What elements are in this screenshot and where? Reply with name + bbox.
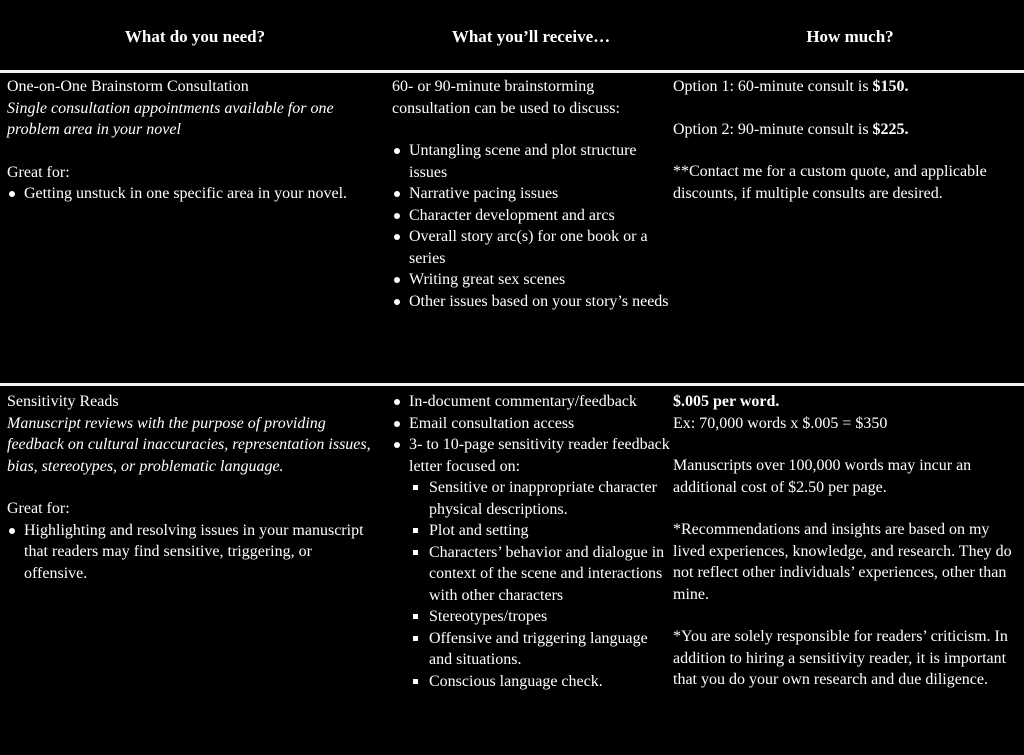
option2-text: Option 2: 90-minute consult is <box>673 120 873 138</box>
option1-text: Option 1: 60-minute consult is <box>673 78 873 95</box>
row2-rate <box>673 391 1021 413</box>
row2-receive-cell <box>392 391 670 692</box>
header-need: What do you need? <box>124 27 266 46</box>
row1-option1 <box>673 76 1021 98</box>
row2-over-note: Manuscripts over 100,000 words may incur an additional cost of $2.50 per page. <box>673 457 972 496</box>
header-divider <box>0 70 1024 73</box>
row2-great-for-label: Great for: <box>7 500 70 517</box>
header-receive: What you’ll receive… <box>451 27 611 46</box>
rate-text: $.005 per word. <box>673 393 780 410</box>
option2-price: $225. <box>872 120 909 138</box>
row2-need-cell <box>7 391 379 584</box>
list-item: Highlighting and resolving issues in your manuscript that readers may find sensitive, triggering, or offensive. <box>7 520 379 585</box>
list-item: Untangling scene and plot structure issues <box>392 140 670 183</box>
row1-great-for-list <box>7 183 379 205</box>
row2-note2: *You are solely responsible for readers’ criticism. In addition to hiring a sensitivity reader, it is important that you do your own research and due diligence. <box>673 628 1008 688</box>
list-item: Stereotypes/tropes <box>409 606 670 628</box>
table-header <box>0 0 1024 70</box>
list-item: Overall story arc(s) for one book or a series <box>392 226 670 269</box>
list-item: Other issues based on your story’s needs <box>392 291 670 313</box>
list-item: Sensitive or inappropriate character physical descriptions. <box>409 477 670 520</box>
row-divider <box>0 383 1024 386</box>
list-item <box>392 434 670 692</box>
list-item: Email consultation access <box>392 413 670 435</box>
list-item: Writing great sex scenes <box>392 269 670 291</box>
row2-note1: *Recommendations and insights are based on my lived experiences, knowledge, and research. They do not reflect other individuals’ experiences, other than mine. <box>673 521 1012 603</box>
row2-price-cell <box>673 391 1021 691</box>
list-item: Character development and arcs <box>392 205 670 227</box>
row1-title: One-on-One Brainstorm Consultation <box>7 78 249 95</box>
row1-price-cell <box>673 76 1021 204</box>
row2-title: Sensitivity Reads <box>7 393 119 410</box>
row1-great-for-label: Great for: <box>7 163 70 181</box>
row1-receive-intro: 60- or 90-minute brainstorming consultation can be used to discuss: <box>392 78 620 117</box>
row1-receive-cell <box>392 76 670 312</box>
letter-intro: 3- to 10-page sensitivity reader feedback letter focused on: <box>409 436 670 475</box>
header-price: How much? <box>806 27 894 46</box>
row2-great-for-list <box>7 520 379 585</box>
letter-focus-list <box>409 477 670 692</box>
row2-receive-list <box>392 391 670 692</box>
row1-receive-list <box>392 140 670 312</box>
list-item: Getting unstuck in one specific area in your novel. <box>7 183 379 205</box>
row1-need-cell <box>7 76 379 205</box>
list-item: Conscious language check. <box>409 671 670 693</box>
list-item: Plot and setting <box>409 520 670 542</box>
row1-subtitle: Single consultation appointments available for one problem area in your novel <box>7 99 334 138</box>
row2-subtitle: Manuscript reviews with the purpose of providing feedback on cultural inaccuracies, representation issues, bias, stereotypes, or problematic language. <box>7 414 371 475</box>
list-item: Characters’ behavior and dialogue in context of the scene and interactions with other characters <box>409 542 670 607</box>
list-item: Narrative pacing issues <box>392 183 670 205</box>
row1-option2 <box>673 119 1021 141</box>
row1-price-note: **Contact me for a custom quote, and applicable discounts, if multiple consults are desired. <box>673 163 987 202</box>
list-item: In-document commentary/feedback <box>392 391 670 413</box>
option1-price: $150. <box>872 78 909 95</box>
list-item: Offensive and triggering language and situations. <box>409 628 670 671</box>
row2-example: Ex: 70,000 words x $.005 = $350 <box>673 414 888 432</box>
